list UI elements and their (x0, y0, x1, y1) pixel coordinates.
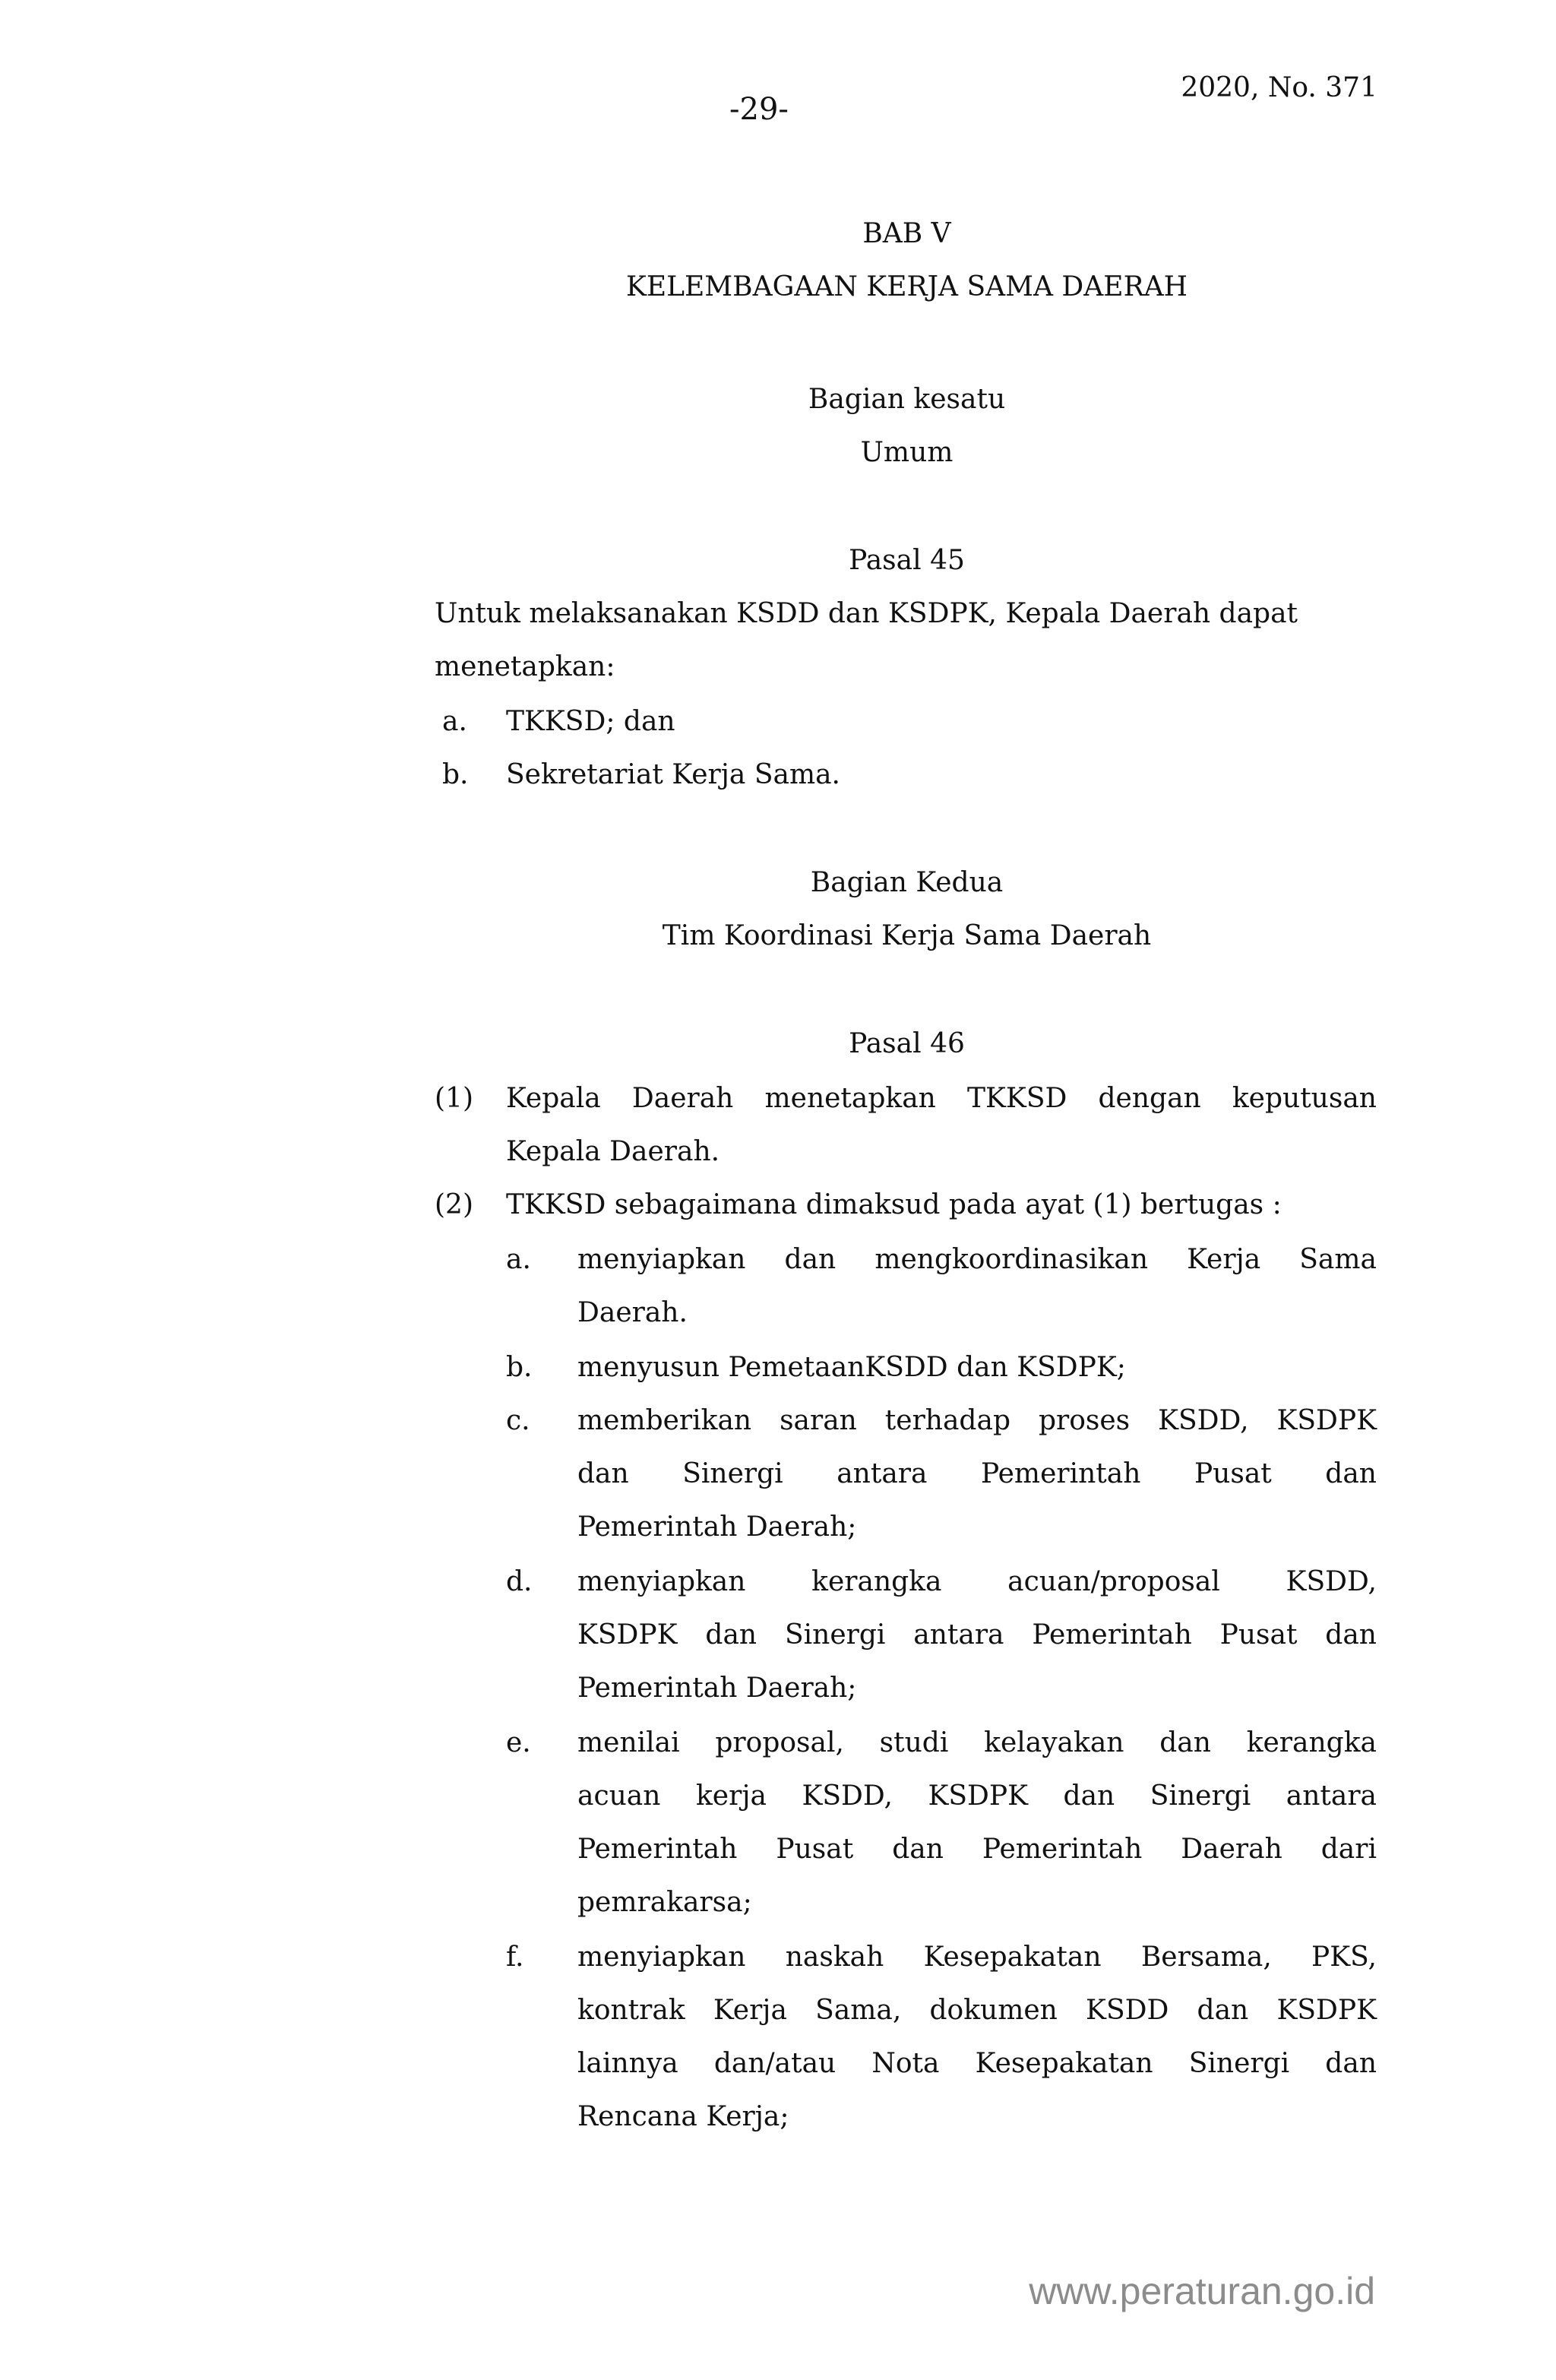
list-item: TKKSD; dan (506, 706, 675, 737)
chapter-title: KELEMBAGAAN KERJA SAMA DAERAH (625, 271, 1188, 302)
list-marker: b. (442, 759, 469, 790)
ayat-marker: (1) (435, 1083, 473, 1114)
sublist-line: Daerah. (577, 1297, 688, 1328)
list-item: Sekretariat Kerja Sama. (506, 759, 840, 790)
sublist-line: menyiapkan kerangka acuan/proposal KSDD, (577, 1566, 1377, 1597)
sublist-line: Pemerintah Pusat dan Pemerintah Daerah dari (577, 1834, 1377, 1865)
sublist-line: Rencana Kerja; (577, 2101, 789, 2132)
article-intro-line: menetapkan: (435, 651, 615, 682)
sublist-line: dan Sinergi antara Pemerintah Pusat dan (577, 1458, 1377, 1489)
watermark-link[interactable]: www.peraturan.go.id (1029, 2270, 1375, 2312)
sublist-line: acuan kerja KSDD, KSDPK dan Sinergi antara (577, 1780, 1377, 1812)
sublist-line: kontrak Kerja Sama, dokumen KSDD dan KSDPK (577, 1995, 1377, 2026)
ayat-marker: (2) (435, 1189, 473, 1220)
sublist-marker: b. (506, 1352, 533, 1383)
document-reference: 2020, No. 371 (1181, 72, 1377, 103)
sublist-marker: e. (506, 1727, 531, 1758)
sublist-line: KSDPK dan Sinergi antara Pemerintah Pusat dan (577, 1619, 1377, 1650)
sublist-marker: c. (506, 1405, 530, 1436)
page-number: -29- (729, 92, 789, 127)
sublist-marker: f. (506, 1942, 524, 1973)
chapter-number: BAB V (862, 218, 951, 249)
sublist-line: lainnya dan/atau Nota Kesepakatan Sinergi dan (577, 2048, 1377, 2079)
part-title: Tim Koordinasi Kerja Sama Daerah (662, 920, 1152, 951)
sublist-line: menyiapkan dan mengkoordinasikan Kerja Sama (577, 1244, 1377, 1275)
part-label: Bagian Kedua (810, 867, 1004, 898)
sublist-line: Pemerintah Daerah; (577, 1511, 857, 1543)
part-label: Bagian kesatu (808, 384, 1006, 415)
article-title: Pasal 46 (849, 1028, 965, 1059)
sublist-line: menilai proposal, studi kelayakan dan kerangka (577, 1727, 1377, 1758)
sublist-marker: d. (506, 1566, 533, 1597)
sublist-line: Pemerintah Daerah; (577, 1673, 857, 1704)
sublist-marker: a. (506, 1244, 531, 1275)
sublist-line: menyusun PemetaanKSDD dan KSDPK; (577, 1352, 1126, 1383)
article-intro-line: Untuk melaksanakan KSDD dan KSDPK, Kepala Daerah dapat (435, 598, 1298, 629)
ayat-line: TKKSD sebagaimana dimaksud pada ayat (1) bertugas : (506, 1189, 1282, 1220)
sublist-line: memberikan saran terhadap proses KSDD, KSDPK (577, 1405, 1377, 1436)
ayat-line: Kepala Daerah menetapkan TKKSD dengan keputusan (506, 1083, 1377, 1114)
sublist-line: pemrakarsa; (577, 1887, 752, 1918)
list-marker: a. (442, 706, 467, 737)
part-title: Umum (860, 437, 954, 468)
article-title: Pasal 45 (849, 545, 965, 576)
ayat-line: Kepala Daerah. (506, 1136, 720, 1167)
sublist-line: menyiapkan naskah Kesepakatan Bersama, PKS, (577, 1942, 1377, 1973)
